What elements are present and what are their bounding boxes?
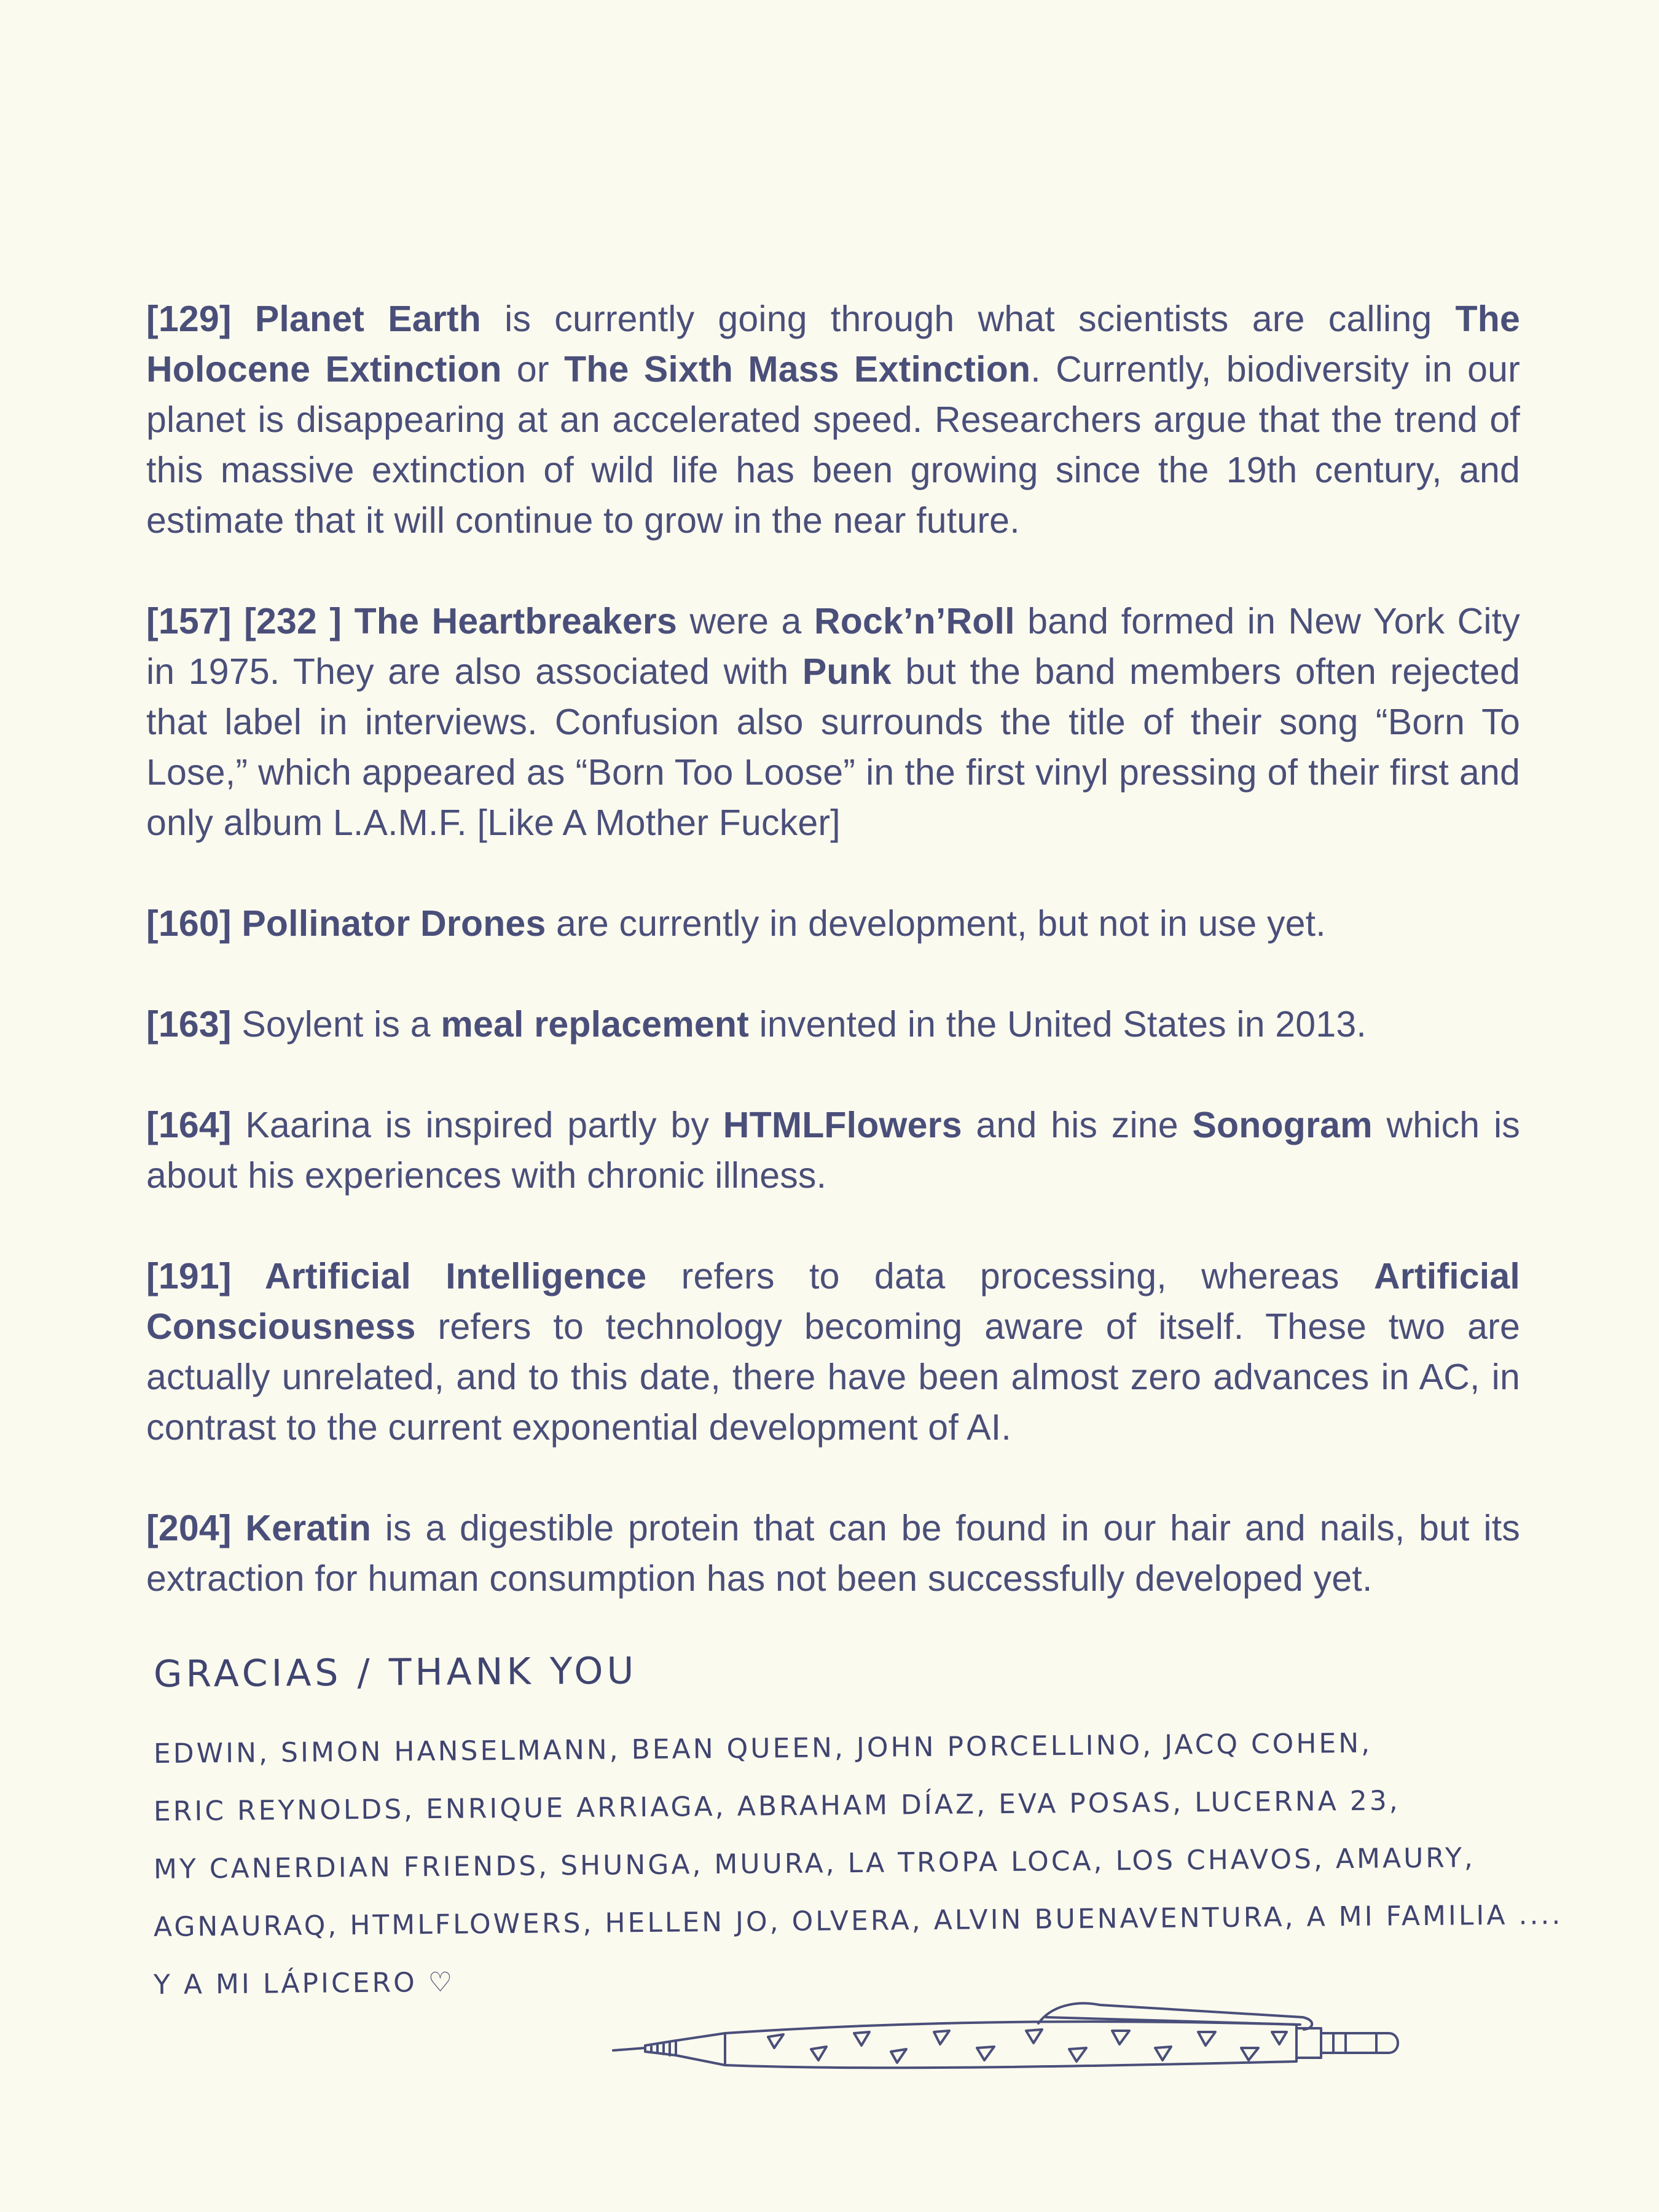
- footnote-term: [204] Keratin: [146, 1508, 372, 1548]
- footnote-text: is currently going through what scientists are calling: [481, 299, 1456, 339]
- footnote-157-232: [146, 596, 1520, 848]
- footnote-term: [163]: [146, 1004, 232, 1045]
- footnote-term: Rock’n’Roll: [814, 601, 1015, 641]
- footnote-text: . Currently, biodiversity in our planet is disappearing at an accelerated speed. Researchers argue that the trend of this massive extinction of wild life has been growing since the 19th century, and estimate that it will continue to grow in the near future.: [146, 349, 1521, 541]
- footnote-164: [146, 1100, 1520, 1201]
- footnote-text: and his zine: [962, 1105, 1193, 1145]
- footnote-text: are currently in development, but not in use yet.: [546, 903, 1326, 944]
- thanks-line: AGNAURAQ, HTMLFLOWERS, HELLEN JO, OLVERA, ALVIN BUENAVENTURA, A MI FAMILIA ....: [153, 1899, 1563, 1943]
- footnote-text: refers to data processing, whereas: [646, 1256, 1374, 1296]
- footnote-term: The Sixth Mass Extinction: [564, 349, 1031, 390]
- thanks-line: EDWIN, SIMON HANSELMANN, BEAN QUEEN, JOHN PORCELLINO, JACQ COHEN,: [153, 1727, 1373, 1770]
- footnote-term: Sonogram: [1192, 1105, 1373, 1145]
- footnotes: [146, 294, 1520, 1654]
- footnote-term: meal replacement: [441, 1004, 750, 1045]
- footnote-text: is a digestible protein that can be found in our hair and nails, but its extraction for human consumption has not been successfully developed yet.: [146, 1508, 1521, 1599]
- thanks-line: ERIC REYNOLDS, ENRIQUE ARRIAGA, ABRAHAM DÍAZ, EVA POSAS, LUCERNA 23,: [153, 1785, 1400, 1827]
- thanks-line: Y A MI LÁPICERO ♡: [153, 1966, 455, 2001]
- footnote-term: [191] Artificial Intelligence: [146, 1256, 647, 1296]
- footnote-term: The Holocene Extinction: [146, 299, 1520, 390]
- footnote-text: or: [501, 349, 565, 390]
- footnote-term: Artificial Consciousness: [146, 1256, 1520, 1347]
- thanks-line: MY CANERDIAN FRIENDS, SHUNGA, MUURA, LA TROPA LOCA, LOS CHAVOS, AMAURY,: [153, 1842, 1476, 1885]
- footnote-text: were a: [677, 601, 814, 641]
- footnote-text: Soylent is a: [231, 1004, 441, 1045]
- footnote-term: [157] [232 ] The Heartbreakers: [146, 601, 678, 641]
- footnote-129: [146, 294, 1520, 546]
- footnote-term: [160] Pollinator Drones: [146, 903, 546, 944]
- footnote-text: invented in the United States in 2013.: [749, 1004, 1367, 1045]
- thank-you-section: [153, 1649, 1563, 2014]
- footnote-text: which is about his experiences with chronic illness.: [146, 1105, 1520, 1196]
- footnote-191: [146, 1251, 1520, 1453]
- thanks-title: GRACIAS / THANK YOU: [153, 1649, 638, 1696]
- footnote-text: Kaarina is inspired partly by: [231, 1105, 723, 1145]
- footnote-text: but the band members often rejected that label in interviews. Confusion also surrounds the title of their song “Born To Lose,” which appeared as “Born Too Loose” in the first vinyl pressing of their first and only album L.A.M.F. [Like A Mother Fucker]: [146, 651, 1520, 843]
- footnote-163: [146, 999, 1520, 1049]
- mechanical-pencil-illustration: [608, 1988, 1407, 2098]
- footnote-text: refers to technology becoming aware of itself. These two are actually unrelated, and to this date, there have been almost zero advances in AC, in contrast to the current exponential development of AI.: [146, 1306, 1520, 1448]
- footnote-text: band formed in New York City in 1975. They are also associated with: [146, 601, 1520, 692]
- footnote-term: [129] Planet Earth: [146, 299, 482, 339]
- footnote-term: [164]: [146, 1105, 232, 1145]
- footnote-160: [146, 898, 1520, 949]
- footnote-204: [146, 1503, 1520, 1604]
- footnote-term: Punk: [802, 651, 892, 692]
- footnote-term: HTMLFlowers: [723, 1105, 962, 1145]
